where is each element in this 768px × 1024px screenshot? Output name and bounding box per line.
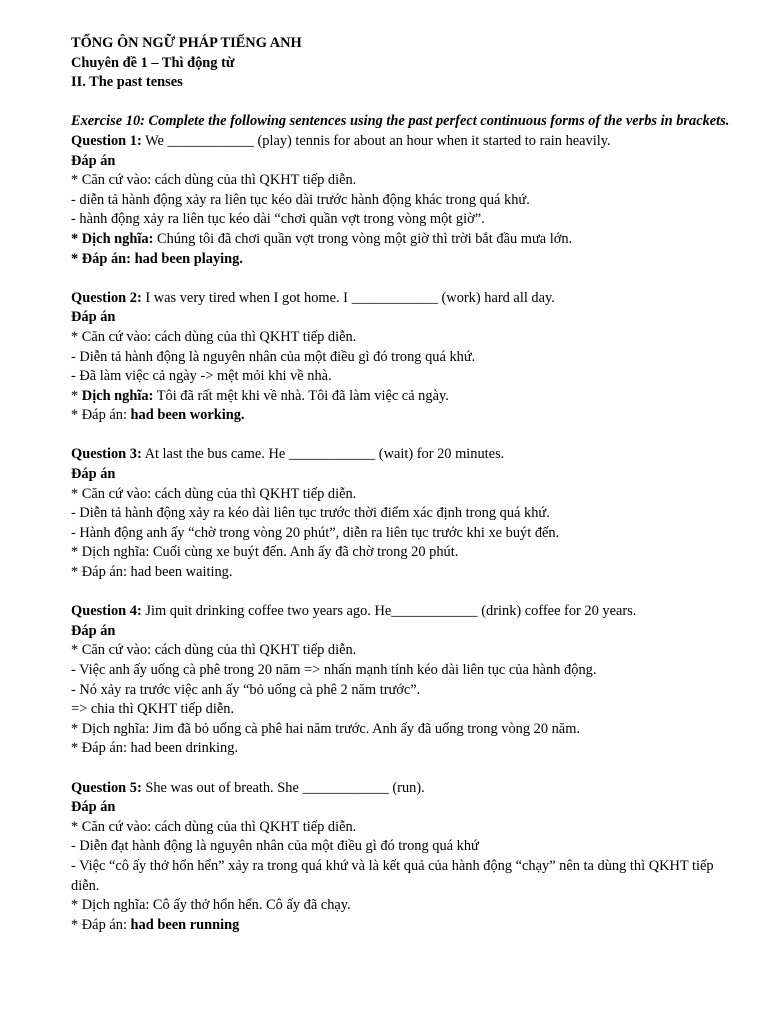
spacer [71,759,731,779]
translation-line: * Dịch nghĩa: Cô ấy thở hổn hển. Cô ấy đã chạy. [71,897,351,914]
answer-label: * Đáp án: [71,250,135,267]
note-line: - Việc “cô ấy thở hổn hển” xảy ra trong quá khứ và là kết quả của hành động “chạy” nên ta dùng thì QKHT tiếp diễn. [71,857,714,894]
question-line [71,289,731,309]
question-line [71,602,731,622]
answer-line [71,406,731,426]
answer-line: * Đáp án: had been drinking. [71,740,239,757]
answer-line [71,250,731,270]
translation-line: * Dịch nghĩa: Jim đã bỏ uống cà phê hai năm trước. Anh ấy đã uống trong vòng 20 năm. [71,720,580,737]
answer-label: * Đáp án: [71,407,131,424]
question-text: She was out of breath. She ____________ (run). [141,779,425,796]
note-line: - Diễn tả hành động là nguyên nhân của một điều gì đó trong quá khứ. [71,348,476,365]
spacer [71,583,731,603]
question-text: I was very tired when I got home. I ____________ (work) hard all day. [141,289,555,306]
question-label: Question 2: [71,289,142,306]
question-label: Question 4: [71,603,142,620]
question-block-4 [71,602,731,759]
basis-line: * Căn cứ vào: cách dùng của thì QKHT tiếp diễn. [71,485,357,502]
translation-line [71,387,731,407]
note-line: => chia thì QKHT tiếp diễn. [71,701,235,718]
answer-line [71,916,731,936]
question-text: Jim quit drinking coffee two years ago. He____________ (drink) coffee for 20 years. [141,603,637,620]
question-block-3 [71,445,731,582]
basis-line: * Căn cứ vào: cách dùng của thì QKHT tiếp diễn. [71,642,357,659]
answer-heading: Đáp án [71,799,116,816]
note-line: - Hành động anh ấy “chờ trong vòng 20 phút”, diễn ra liên tục trước khi xe buýt đến. [71,524,560,541]
note-line: - Diễn đạt hành động là nguyên nhân của một điều gì đó trong quá khứ [71,838,479,855]
answer-heading: Đáp án [71,152,116,169]
note-line: - Nó xảy ra trước việc anh ấy “bỏ uống cà phê 2 năm trước”. [71,681,421,698]
answer-line: * Đáp án: had been waiting. [71,564,233,581]
topic-heading: Chuyên đề 1 – Thì động từ [71,54,235,71]
document-body [71,34,731,935]
answer-text: had been running [130,916,240,933]
question-line [71,779,731,799]
question-block-1 [71,132,731,269]
answer-label: * Đáp án: [71,916,131,933]
answer-heading: Đáp án [71,622,116,639]
question-line [71,445,731,465]
note-line: - Việc anh ấy uống cà phê trong 20 năm => nhấn mạnh tính kéo dài liên tục của hành động. [71,662,597,678]
question-text: At last the bus came. He ____________ (wait) for 20 minutes. [141,446,505,463]
note-line: - hành động xảy ra liên tục kéo dài “chơi quần vợt trong vòng một giờ”. [71,211,485,228]
basis-line: * Căn cứ vào: cách dùng của thì QKHT tiếp diễn. [71,818,357,835]
document-title: TỔNG ÔN NGỮ PHÁP TIẾNG ANH [71,35,302,51]
spacer [71,93,731,113]
translation-label: * Dịch nghĩa: [71,230,154,247]
note-line: - Diễn tả hành động xảy ra kéo dài liên tục trước thời điểm xác định trong quá khứ. [71,505,550,522]
translation-text: Tôi đã rất mệt khi về nhà. Tôi đã làm việc cả ngày. [153,387,449,404]
answer-heading: Đáp án [71,466,116,483]
translation-line [71,230,731,250]
answer-text: had been playing. [134,250,243,267]
translation-text: Chúng tôi đã chơi quần vợt trong vòng một giờ thì trời bắt đầu mưa lớn. [153,230,573,247]
section-heading: II. The past tenses [71,74,183,91]
question-text: We ____________ (play) tennis for about an hour when it started to rain heavily. [141,132,611,149]
basis-line: * Căn cứ vào: cách dùng của thì QKHT tiếp diễn. [71,172,357,189]
question-block-5 [71,779,731,936]
question-label: Question 1: [71,132,142,149]
translation-line: * Dịch nghĩa: Cuối cùng xe buýt đến. Anh ấy đã chờ trong 20 phút. [71,544,459,561]
question-line [71,132,731,152]
question-block-2 [71,289,731,426]
question-label: Question 3: [71,446,142,463]
translation-label: Dịch nghĩa: [81,387,154,404]
question-label: Question 5: [71,779,142,796]
answer-text: had been working. [130,407,245,424]
note-line: - diễn tả hành động xảy ra liên tục kéo dài trước hành động khác trong quá khứ. [71,191,530,208]
translation-prefix: * [71,387,82,404]
spacer [71,269,731,289]
spacer [71,426,731,446]
exercise-instruction: Exercise 10: Complete the following sentences using the past perfect continuous forms of the verbs in brackets. [71,113,730,130]
answer-heading: Đáp án [71,309,116,326]
note-line: - Đã làm việc cả ngày -> mệt mỏi khi về nhà. [71,368,332,385]
basis-line: * Căn cứ vào: cách dùng của thì QKHT tiếp diễn. [71,328,357,345]
